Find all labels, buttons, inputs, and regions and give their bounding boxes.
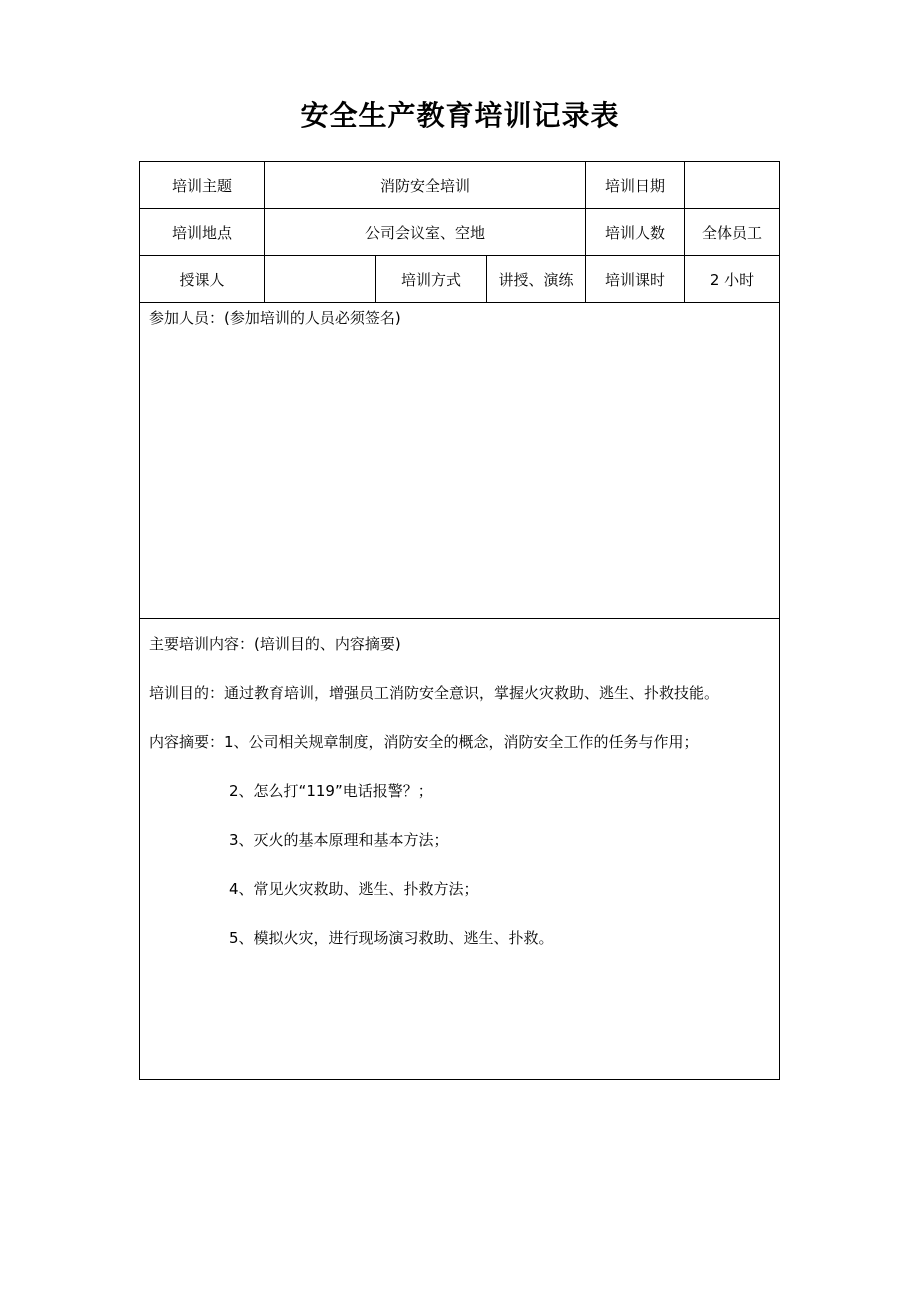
- date-value[interactable]: [685, 162, 780, 209]
- content-summary-first: 内容摘要：1、公司相关规章制度，消防安全的概念，消防安全工作的任务与作用；: [149, 733, 699, 751]
- lecturer-label: 授课人: [140, 256, 265, 303]
- row-location: [140, 209, 780, 256]
- location-label: 培训地点: [140, 209, 265, 256]
- content-item: 3、灭火的基本原理和基本方法；: [229, 831, 449, 849]
- attendees-label: 参加人员：(参加培训的人员必须签名): [149, 309, 401, 327]
- lecturer-value[interactable]: [265, 256, 376, 303]
- row-topic: [140, 162, 780, 209]
- hours-value[interactable]: 2 小时: [685, 256, 780, 303]
- content-item: 2、怎么打“119”电话报警？；: [229, 782, 433, 800]
- content-item: 5、模拟火灾，进行现场演习救助、逃生、扑救。: [229, 929, 554, 947]
- document-title: 安全生产教育培训记录表: [300, 99, 620, 132]
- hours-label: 培训课时: [586, 256, 685, 303]
- method-label: 培训方式: [376, 256, 487, 303]
- training-record-table: [139, 161, 780, 1080]
- count-value[interactable]: 全体员工: [685, 209, 780, 256]
- row-attendees: [140, 303, 780, 619]
- row-content: [140, 619, 780, 1080]
- topic-value[interactable]: 消防安全培训: [265, 162, 586, 209]
- location-value[interactable]: 公司会议室、空地: [265, 209, 586, 256]
- date-label: 培训日期: [586, 162, 685, 209]
- attendees-cell[interactable]: [140, 303, 780, 619]
- count-label: 培训人数: [586, 209, 685, 256]
- content-heading: 主要培训内容：(培训目的、内容摘要): [149, 635, 401, 653]
- content-purpose: 培训目的：通过教育培训，增强员工消防安全意识，掌握火灾救助、逃生、扑救技能。: [149, 684, 720, 702]
- method-value[interactable]: 讲授、演练: [487, 256, 586, 303]
- content-cell: [140, 619, 780, 1080]
- row-lecturer: [140, 256, 780, 303]
- content-box: [140, 619, 779, 950]
- topic-label: 培训主题: [140, 162, 265, 209]
- content-item: 4、常见火灾救助、逃生、扑救方法；: [229, 880, 479, 898]
